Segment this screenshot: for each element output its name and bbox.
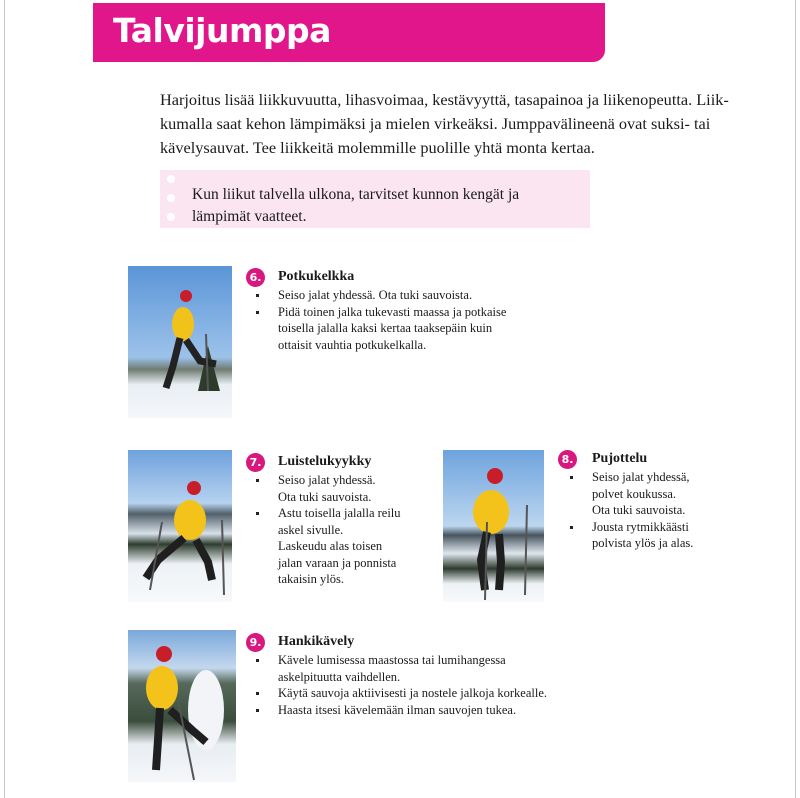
exercise-number-badge: 6. [246, 268, 265, 287]
intro-paragraph: Harjoitus lisää liikkuvuutta, lihasvoimaa, kestävyyttä, tasapainoa ja liikenopeutta. Liik- kumalla saat kehon lämpimäksi ja mielen virkeäksi. Jumppavälineenä ovat suksi- tai kävelysauvat. Tee liikkeitä molemmille puolille yhtä monta kertaa. [160, 90, 729, 157]
title-banner [93, 3, 605, 62]
exercise-step: Jousta rytmikkäästi polvista ylös ja alas. [592, 519, 694, 550]
exercise-photo-hankikavely [128, 630, 236, 782]
exercise-photo-luistelukyykky [128, 450, 232, 602]
decor-dot [167, 194, 175, 202]
exercise-title: Luistelukyykky [278, 454, 372, 469]
exercise-step: Pidä toinen jalka tukevasti maassa ja potkaise toisella jalalla kaksi kertaa taaksepäin kuin ottaisit vauhtia potkukelkalla. [278, 304, 507, 352]
exercise-step: Seiso jalat yhdessä. Ota tuki sauvoista. [278, 287, 506, 304]
page-edge-right [795, 0, 796, 798]
decor-dot [167, 213, 175, 221]
exercise-step: Haasta itsesi kävelemään ilman sauvojen tukea. [278, 702, 547, 719]
exercise-step: Kävele lumisessa maastossa tai lumihangessa askelpituutta vaihdellen. [278, 652, 547, 685]
exercise-step: Käytä sauvoja aktiivisesti ja nostele jalkoja korkealle. [278, 686, 548, 700]
exercise-step: Seiso jalat yhdessä, polvet koukussa. Ota tuki sauvoista. [592, 469, 693, 519]
page-title: Talvijumppa [113, 11, 331, 50]
exercise-title: Hankikävely [278, 634, 355, 649]
decor-dot [167, 175, 175, 183]
exercise-step: Seiso jalat yhdessä. Ota tuki sauvoista. [278, 472, 401, 505]
exercise-photo-potkukelkka [128, 266, 232, 418]
exercise-title: Potkukelkka [278, 269, 355, 284]
exercise-number-badge: 9. [246, 633, 265, 652]
tip-text: Kun liikut talvella ulkona, tarvitset kunnon kengät ja lämpimät vaatteet. [192, 186, 520, 225]
tip-box [160, 170, 590, 228]
exercise-number-badge: 7. [246, 453, 265, 472]
exercise-step: Astu toisella jalalla reilu askel sivulle. Laskeudu alas toisen jalan varaan ja ponnista takaisin ylös. [278, 506, 401, 586]
exercise-photo-pujottelu [443, 450, 544, 602]
exercise-number-badge: 8. [558, 450, 577, 469]
page-edge-left [4, 0, 5, 798]
exercise-title: Pujottelu [592, 451, 648, 466]
